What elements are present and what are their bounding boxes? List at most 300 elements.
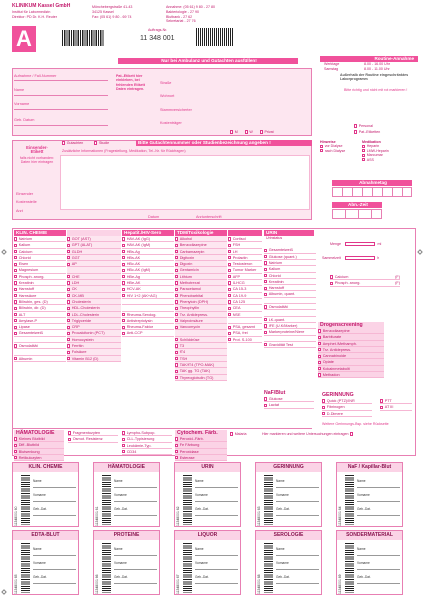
urin-checkbox[interactable] (264, 268, 267, 271)
urin-side-checkbox[interactable] (330, 282, 333, 285)
klin-chemie-label: Kalium (18, 243, 31, 248)
drug-screen-checkbox[interactable] (318, 373, 321, 376)
hormone-checkbox[interactable] (228, 281, 231, 284)
haematologie-label: Diff.-Blutbild (18, 443, 40, 448)
urin-sampling-label: Sammelzeit (322, 256, 341, 260)
klin-chemie-checkbox[interactable] (14, 275, 17, 278)
tdm-checkbox[interactable] (175, 376, 178, 379)
cytochem-column (175, 430, 227, 461)
notes-column (320, 140, 364, 153)
urin-checkbox[interactable] (264, 255, 267, 258)
lympho-checkbox[interactable] (122, 450, 125, 453)
klin-chemie-checkbox[interactable] (14, 326, 17, 329)
enzyme-label: CRP (71, 325, 80, 330)
tdm-checkbox[interactable] (175, 300, 178, 303)
order-label: Auftrags-Nr. (148, 28, 168, 32)
hepatitis-checkbox[interactable] (122, 313, 125, 316)
cytochem-item[interactable] (175, 455, 227, 461)
klin-chemie-checkbox[interactable] (14, 313, 17, 316)
klin-chemie-checkbox[interactable] (14, 281, 17, 284)
tdm-label: Theophyllin (179, 306, 200, 311)
order-barcode (196, 28, 234, 46)
study-checkbox[interactable] (94, 141, 97, 144)
klin-chemie-list (14, 236, 66, 362)
tdm-label: TAK gg. TG (TAK) (179, 369, 211, 374)
specimen-label[interactable] (174, 530, 241, 595)
specimen-label-number: 11348001 66 (95, 574, 99, 594)
enzyme-checkbox[interactable] (67, 326, 70, 329)
klin-chemie-checkbox[interactable] (14, 357, 17, 360)
haematologie-checkbox[interactable] (14, 456, 17, 459)
hepatitis-checkbox[interactable] (122, 294, 125, 297)
urin-checkbox[interactable] (264, 324, 267, 327)
sex-m-checkbox[interactable] (230, 130, 233, 133)
hepatitis-checkbox[interactable] (122, 237, 125, 240)
enzyme-checkbox[interactable] (67, 338, 70, 341)
urin-side-list (330, 274, 400, 287)
tdm-label: TSH (179, 356, 188, 361)
drug-screen-checkbox[interactable] (318, 361, 321, 364)
specimen-label-field: Name (276, 547, 285, 551)
hormone-checkbox[interactable] (228, 326, 231, 329)
urin-item[interactable] (264, 342, 316, 348)
tdm-checkbox[interactable] (175, 275, 178, 278)
enzyme-label: CHE (71, 274, 80, 279)
hormone-label: ß-HCG (232, 281, 245, 286)
specimen-label-field: Geb.-Dat. (33, 507, 47, 511)
org-sub: Institut für Labormedizin (12, 10, 51, 14)
other-tests-checkbox[interactable] (350, 432, 353, 435)
tdm-checkbox[interactable] (175, 256, 178, 259)
hepatitis-checkbox[interactable] (122, 288, 125, 291)
tdm-checkbox[interactable] (175, 307, 178, 310)
drug-screen-list (318, 328, 384, 378)
patient-name-field[interactable] (14, 95, 108, 96)
scan-marker-bottom-left (1, 589, 7, 595)
hepatitis-label: HBc-AK (126, 262, 141, 267)
klin-chemie-checkbox[interactable] (14, 344, 17, 347)
street-label: Straße (160, 81, 172, 85)
urin-checkbox[interactable] (264, 280, 267, 283)
urin-quantity-row (330, 242, 381, 246)
naf-blut-checkbox[interactable] (264, 404, 267, 407)
klin-chemie-checkbox[interactable] (14, 269, 17, 272)
enzyme-label: Ferritin (71, 344, 84, 349)
naf-blut-item[interactable] (264, 402, 314, 408)
tdm-label: Paracetamol (179, 287, 202, 292)
specimen-barcode (345, 475, 354, 525)
patient-id-field[interactable] (14, 80, 108, 81)
cytochem-label: Fe Färbung (179, 443, 200, 448)
hormone-checkbox[interactable] (228, 294, 231, 297)
urin-checkbox[interactable] (264, 305, 267, 308)
drug-screen-checkbox[interactable] (318, 336, 321, 339)
klin-chemie-checkbox[interactable] (14, 294, 17, 297)
tdm-checkbox[interactable] (175, 269, 178, 272)
doctor-label: Arzt (16, 209, 23, 213)
enzyme-item[interactable] (67, 356, 121, 362)
klin-chemie-label: Bilirubin, ges. (D) (18, 299, 48, 304)
sex-private-row (230, 130, 310, 136)
urin-checkbox[interactable] (264, 261, 267, 264)
hepatitis-label: HBc-AK (IgM) (126, 268, 151, 273)
urin-label: Kalium (268, 267, 281, 272)
urin-checkbox[interactable] (264, 287, 267, 290)
enzyme-checkbox[interactable] (67, 294, 70, 297)
drug-screen-checkbox[interactable] (318, 367, 321, 370)
tdm-label: Carbamazepin (179, 249, 205, 254)
gerinnung-checkbox[interactable] (322, 406, 325, 409)
sex-w-checkbox[interactable] (245, 130, 248, 133)
tdm-checkbox[interactable] (175, 344, 178, 347)
specimen-label-number: 11348001 68 (257, 574, 261, 594)
hormone-checkbox[interactable] (228, 250, 231, 253)
hormone-checkbox[interactable] (228, 313, 231, 316)
enzyme-checkbox[interactable] (67, 288, 70, 291)
specimen-label-field: Vorname (276, 493, 289, 497)
klin-chemie-checkbox[interactable] (14, 300, 17, 303)
urin-sampling-field[interactable] (345, 256, 375, 259)
lympho-checkbox[interactable] (122, 438, 125, 441)
tdm-checkbox[interactable] (175, 357, 178, 360)
hepatitis-checkbox[interactable] (122, 332, 125, 335)
lympho-label: Leukämie-Typ. (126, 443, 152, 448)
hepatitis-checkbox[interactable] (122, 275, 125, 278)
tdm-checkbox[interactable] (175, 263, 178, 266)
klin-chemie-checkbox[interactable] (14, 237, 17, 240)
specimen-barcode (102, 543, 111, 593)
tdm-checkbox[interactable] (175, 338, 178, 341)
drug-screen-checkbox[interactable] (318, 329, 321, 332)
haematologie-label: Retikulozyten (18, 455, 42, 460)
enzyme-checkbox[interactable] (67, 332, 70, 335)
tdm-checkbox[interactable] (175, 313, 178, 316)
specimen-label-field: Vorname (33, 493, 46, 497)
hormone-checkbox[interactable] (228, 237, 231, 240)
urin-checkbox[interactable] (264, 318, 267, 321)
lympho-column (122, 430, 172, 455)
enzyme-label: HDL-Cholesterin (71, 306, 100, 311)
enzyme-checkbox[interactable] (67, 313, 70, 316)
hormone-checkbox[interactable] (228, 300, 231, 303)
hormone-checkbox[interactable] (228, 338, 231, 341)
collection-day-field[interactable] (332, 187, 412, 197)
tdm-checkbox[interactable] (175, 326, 178, 329)
residence-label: Wohnort (160, 94, 175, 98)
ass-label: ASS (366, 157, 374, 162)
enzyme-checkbox[interactable] (67, 344, 70, 347)
urin-quantity-field[interactable] (345, 242, 375, 245)
enzyme-label: GPT (ALAT) (71, 243, 93, 248)
enzyme-label: GLDH (71, 249, 83, 254)
opinion-label: Gutachten (66, 141, 84, 145)
before-dialysis-label: vor Dialyse (324, 144, 343, 149)
after-dialysis-checkbox[interactable] (320, 149, 323, 152)
klin-chemie-label: Osmolalität (18, 344, 38, 349)
enzyme-checkbox[interactable] (67, 281, 70, 284)
enzyme-checkbox[interactable] (67, 275, 70, 278)
enzyme-label: Cholesterin (71, 299, 91, 304)
gerinnung-checkbox[interactable] (322, 412, 325, 415)
urin-collect: Urinstatus (266, 236, 283, 240)
specimen-label[interactable] (12, 462, 79, 527)
haematologie-extra-label: Osmot. Resistenz (72, 437, 103, 442)
gerinnung-side-checkbox[interactable] (380, 399, 383, 402)
private-label: Privat (264, 130, 274, 134)
haematologie-extra-checkbox[interactable] (68, 431, 71, 434)
collection-time-field[interactable] (332, 209, 382, 219)
urin-side-flag: (F) (395, 275, 400, 279)
hormone-label: Prot. S-100 (232, 337, 252, 342)
haematologie-extra-item[interactable] (68, 436, 118, 442)
enzyme-checkbox[interactable] (67, 256, 70, 259)
lympho-checkbox[interactable] (122, 431, 125, 434)
hepatitis-label: HBe-AK (126, 281, 141, 286)
haematologie-extra (68, 430, 118, 443)
urin-sampling-row (322, 256, 379, 260)
haematologie-item[interactable] (14, 455, 64, 461)
enzyme-checkbox[interactable] (67, 244, 70, 247)
drug-screen-checkbox[interactable] (318, 355, 321, 358)
specimen-label-field: Name (357, 479, 366, 483)
tdm-label: Alkohol (179, 237, 193, 241)
tdm-checkbox[interactable] (175, 294, 178, 297)
urin-label: Glukose (quant.) (268, 254, 297, 259)
tdm-checkbox[interactable] (175, 319, 178, 322)
haematologie-column (14, 430, 64, 461)
hepatitis-checkbox[interactable] (122, 319, 125, 322)
urin-side-label: Phosph. anorg. (334, 281, 361, 286)
cytochem-checkbox[interactable] (175, 437, 178, 440)
specimen-label-field: Vorname (33, 561, 46, 565)
klin-chemie-checkbox[interactable] (14, 332, 17, 335)
specimen-label-field: Name (195, 547, 204, 551)
before-dialysis-checkbox[interactable] (320, 145, 323, 148)
specimen-label-field: Geb.-Dat. (114, 575, 128, 579)
urin-side-item[interactable] (330, 280, 400, 286)
haematologie-extra-checkbox[interactable] (68, 438, 71, 441)
specimen-label[interactable] (336, 462, 403, 527)
urin-checkbox[interactable] (264, 293, 267, 296)
klin-chemie-checkbox[interactable] (14, 288, 17, 291)
gerinnung-checkbox[interactable] (322, 399, 325, 402)
specimen-label-title: KLIN. CHEMIE (13, 463, 78, 472)
enzyme-checkbox[interactable] (67, 319, 70, 322)
tdm-label: fT4 (179, 350, 186, 355)
hormone-label: PSA, frei (232, 331, 248, 336)
specimen-label-field: Geb.-Dat. (195, 575, 209, 579)
klin-chemie-checkbox[interactable] (14, 244, 17, 247)
specimen-label[interactable] (255, 462, 322, 527)
gerinnung-item[interactable] (322, 411, 372, 417)
hormone-checkbox[interactable] (228, 269, 231, 272)
klin-chemie-checkbox[interactable] (14, 250, 17, 253)
tdm-item[interactable] (175, 375, 227, 381)
lympho-checkbox[interactable] (122, 444, 125, 447)
hormone-checkbox[interactable] (228, 332, 231, 335)
medication-column (362, 140, 418, 162)
ass-checkbox[interactable] (362, 158, 365, 161)
malaria-checkbox[interactable] (230, 432, 233, 435)
tdm-checkbox[interactable] (175, 244, 178, 247)
patient-dob-field[interactable] (14, 125, 108, 126)
hepatitis-checkbox[interactable] (122, 269, 125, 272)
haematologie-checkbox[interactable] (14, 437, 17, 440)
hormone-checkbox[interactable] (228, 288, 231, 291)
specimen-label-number: 11348001 64 (338, 506, 342, 526)
gerinnung-list (322, 398, 372, 417)
patient-firstname-label: Vorname (14, 102, 30, 106)
cytochem-label: Peroxid.-Färb. (179, 437, 204, 441)
hormone-label: CEA (232, 306, 241, 311)
saturday-hours: 8.00 - 11.00 Uhr (364, 66, 390, 71)
drug-screen-item[interactable] (318, 372, 384, 378)
gerinnung-label: Quick (PTZ)/INR (326, 399, 355, 403)
after-dialysis-label: nach Dialyse (324, 148, 346, 153)
urin-checkbox[interactable] (264, 274, 267, 277)
cytochem-checkbox[interactable] (175, 444, 178, 447)
hormone-label: Prolactin (232, 255, 248, 260)
enzyme-label: Vitamin B12 (D) (71, 356, 99, 361)
specimen-label[interactable] (336, 530, 403, 595)
tdm-column (175, 230, 227, 381)
hormone-column (228, 230, 262, 343)
address-street: Mönchebergstraße 41-43 (92, 5, 133, 9)
klin-chemie-item[interactable] (14, 356, 66, 362)
haematologie-checkbox[interactable] (14, 444, 17, 447)
hormone-checkbox[interactable] (228, 256, 231, 259)
marcumar-checkbox[interactable] (362, 154, 365, 157)
drug-screen-checkbox[interactable] (318, 342, 321, 345)
haematologie-checkbox[interactable] (14, 450, 17, 453)
hormone-checkbox[interactable] (228, 244, 231, 247)
tdm-label: Schilddrüse (179, 337, 200, 342)
specimen-label[interactable] (12, 530, 79, 595)
tdm-label: T3 (179, 344, 185, 349)
enzyme-checkbox[interactable] (67, 307, 70, 310)
hepatitis-checkbox[interactable] (122, 244, 125, 247)
specimen-label[interactable] (255, 530, 322, 595)
cytochem-label: Esterase (179, 455, 195, 460)
hormone-checkbox[interactable] (228, 263, 231, 266)
urin-title: URIN (264, 230, 314, 236)
enzyme-checkbox[interactable] (67, 263, 70, 266)
heparin-checkbox[interactable] (362, 145, 365, 148)
private-checkbox[interactable] (260, 130, 263, 133)
specimen-barcode (102, 475, 111, 525)
klin-chemie-label: Chlorid (18, 255, 31, 260)
cytochem-checkbox[interactable] (175, 456, 178, 459)
klin-chemie-title: KLIN. CHEMIE (14, 230, 66, 236)
enzyme-checkbox[interactable] (67, 237, 70, 240)
hormone-label: CA 125 (232, 299, 246, 304)
hepatitis-item[interactable] (122, 330, 174, 336)
specimen-label-field: Name (357, 547, 366, 551)
gerinnung-side-checkbox[interactable] (380, 406, 383, 409)
enzyme-label: Homocystein (71, 337, 94, 342)
specimen-label-field: Vorname (195, 561, 208, 565)
haematologie-title: HÄMATOLOGIE (16, 430, 55, 436)
tdm-checkbox[interactable] (175, 288, 178, 291)
lmw-heparin-checkbox[interactable] (362, 149, 365, 152)
personal-label: Personal (358, 124, 373, 128)
additional-info-field[interactable] (60, 155, 310, 210)
weekday-label: Werktage (324, 62, 340, 66)
tdm-label: Thyreoglobulin (TG) (179, 375, 214, 380)
tdm-checkbox[interactable] (175, 370, 178, 373)
enzyme-label: GOT (AST) (71, 237, 91, 241)
urin-label: Chlorid (268, 273, 281, 278)
tdm-checkbox[interactable] (175, 250, 178, 253)
klin-chemie-checkbox[interactable] (14, 307, 17, 310)
specimen-label-field: Name (33, 479, 42, 483)
pat-labels-checkbox[interactable] (354, 130, 357, 133)
tdm-checkbox[interactable] (175, 363, 178, 366)
hepatitis-checkbox[interactable] (122, 263, 125, 266)
hormone-item[interactable] (228, 337, 262, 343)
gerinnung-side-item[interactable] (380, 404, 412, 410)
urin-checkbox[interactable] (264, 343, 267, 346)
cytochem-checkbox[interactable] (175, 450, 178, 453)
hepatitis-label: Rheuma-Faktor (126, 325, 154, 330)
sex-w-label: W (249, 130, 253, 134)
order-number: 11 348 001 (140, 35, 175, 42)
klin-chemie-checkbox[interactable] (14, 263, 17, 266)
hormone-checkbox[interactable] (228, 307, 231, 310)
naf-blut-checkbox[interactable] (264, 397, 267, 400)
specimen-barcode (264, 475, 273, 525)
personal-checkbox[interactable] (354, 124, 357, 127)
payer-label: Kostenträger (160, 121, 182, 125)
hepatitis-label: HBe-Ag (126, 274, 140, 279)
tdm-label: Digoxin (179, 262, 193, 267)
hepatitis-checkbox[interactable] (122, 250, 125, 253)
enzyme-checkbox[interactable] (67, 250, 70, 253)
enzyme-checkbox[interactable] (67, 300, 70, 303)
specimen-label[interactable] (93, 462, 160, 527)
drug-screen-checkbox[interactable] (318, 348, 321, 351)
klin-chemie-checkbox[interactable] (14, 319, 17, 322)
specimen-label[interactable] (93, 530, 160, 595)
specimen-label[interactable] (174, 462, 241, 527)
collection-time-label: Abn.-Zeit (332, 202, 382, 208)
tdm-checkbox[interactable] (175, 351, 178, 354)
hepatitis-checkbox[interactable] (122, 281, 125, 284)
enzyme-checkbox[interactable] (67, 351, 70, 354)
klin-chemie-label: Kreatinin (18, 281, 34, 286)
urin-checkbox[interactable] (264, 249, 267, 252)
tdm-checkbox[interactable] (175, 281, 178, 284)
klin-chemie-label: Amylase-P (18, 318, 38, 323)
hepatitis-checkbox[interactable] (122, 326, 125, 329)
opinion-checkbox[interactable] (62, 141, 65, 144)
urin-side-checkbox[interactable] (330, 275, 333, 278)
specimen-label-title: GERINNUNG (256, 463, 321, 472)
hepatitis-checkbox[interactable] (122, 256, 125, 259)
lympho-item[interactable] (122, 449, 172, 455)
hormone-checkbox[interactable] (228, 275, 231, 278)
personal-row (354, 124, 373, 128)
pat-labels-label: Pat.-Etiketten (358, 130, 381, 134)
urin-checkbox[interactable] (264, 331, 267, 334)
enzyme-checkbox[interactable] (67, 357, 70, 360)
patient-firstname-field[interactable] (14, 109, 108, 110)
klin-chemie-checkbox[interactable] (14, 256, 17, 259)
specimen-label-title: SONDERMATERIAL (337, 531, 402, 540)
tdm-title: TDM/Toxikologie (175, 230, 227, 236)
tdm-checkbox[interactable] (175, 237, 178, 240)
hormone-label: Testosteron (232, 262, 253, 267)
